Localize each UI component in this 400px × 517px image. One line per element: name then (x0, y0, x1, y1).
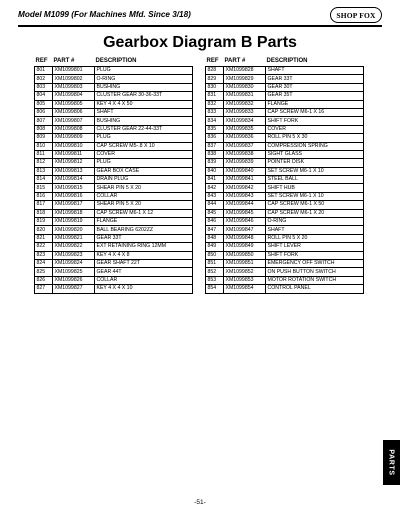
part-number-cell: XM1099848 (224, 234, 266, 242)
ref-cell: 825 (35, 268, 53, 276)
part-number-cell: XM1099840 (224, 167, 266, 175)
description-cell: KEY 4 X 4 X 8 (95, 251, 193, 259)
description-cell: STEEL BALL (266, 176, 364, 184)
table-row (35, 243, 193, 251)
table-header-row (206, 56, 364, 67)
part-number-cell: XM1099807 (53, 117, 95, 125)
description-cell: O-RING (266, 218, 364, 226)
part-number-cell: XM1099831 (224, 92, 266, 100)
table-row (206, 134, 364, 142)
description-cell: SET SCREW M6-1 X 10 (266, 192, 364, 200)
table-row (35, 117, 193, 125)
part-number-cell: XM1099808 (53, 125, 95, 133)
part-number-cell: XM1099828 (224, 67, 266, 75)
ref-cell: 837 (206, 142, 224, 150)
description-cell: CAP SCREW M6-1 X 50 (266, 201, 364, 209)
part-number-cell: XM1099854 (224, 285, 266, 293)
table-row (206, 201, 364, 209)
part-number-cell: XM1099847 (224, 226, 266, 234)
table-row (35, 268, 193, 276)
table-row (35, 125, 193, 133)
part-number-cell: XM1099833 (224, 108, 266, 116)
part-number-cell: XM1099849 (224, 243, 266, 251)
table-row (206, 75, 364, 83)
column-header-ref: REF (35, 57, 48, 64)
table-row (206, 259, 364, 267)
ref-cell: 846 (206, 218, 224, 226)
part-number-cell: XM1099814 (53, 176, 95, 184)
table-row (206, 209, 364, 217)
description-cell: ON PUSH BUTTON SWITCH (266, 268, 364, 276)
part-number-cell: XM1099815 (53, 184, 95, 192)
description-cell: GEAR BOX CASE (95, 167, 193, 175)
table-row (35, 92, 193, 100)
table-row (206, 285, 364, 293)
description-cell: DRAIN PLUG (95, 176, 193, 184)
description-cell: KEY 4 X 4 X 10 (95, 285, 193, 293)
table-row (206, 226, 364, 234)
parts-section-tab (383, 440, 400, 485)
description-cell: CAP SCREW M6-1 X 12 (95, 209, 193, 217)
table-row (206, 251, 364, 259)
ref-cell: 801 (35, 67, 53, 75)
ref-cell: 836 (206, 134, 224, 142)
part-number-cell: XM1099804 (53, 92, 95, 100)
ref-cell: 833 (206, 108, 224, 116)
ref-cell: 811 (35, 150, 53, 158)
ref-cell: 830 (206, 83, 224, 91)
table-row (35, 226, 193, 234)
part-number-cell: XM1099805 (53, 100, 95, 108)
ref-cell: 808 (35, 125, 53, 133)
table-row (206, 125, 364, 133)
ref-cell: 822 (35, 243, 53, 251)
ref-cell: 834 (206, 117, 224, 125)
part-number-cell: XM1099832 (224, 100, 266, 108)
parts-table-left (34, 56, 193, 294)
ref-cell: 812 (35, 159, 53, 167)
ref-cell: 839 (206, 159, 224, 167)
part-number-cell: XM1099811 (53, 150, 95, 158)
description-cell: GEAR 33T (95, 234, 193, 242)
description-cell: BALL BEARING 6202ZZ (95, 226, 193, 234)
description-cell: SHEAR PIN 5 X 20 (95, 184, 193, 192)
part-number-cell: XM1099803 (53, 83, 95, 91)
part-number-cell: XM1099830 (224, 83, 266, 91)
table-row (35, 184, 193, 192)
table-row (206, 83, 364, 91)
part-number-cell: XM1099824 (53, 259, 95, 267)
ref-cell: 810 (35, 142, 53, 150)
table-row (35, 108, 193, 116)
description-cell: PLUG (95, 159, 193, 167)
description-cell: GEAR 30T (266, 83, 364, 91)
part-number-cell: XM1099806 (53, 108, 95, 116)
part-number-cell: XM1099823 (53, 251, 95, 259)
description-cell: POINTER DISK (266, 159, 364, 167)
description-cell: CAP SCREW M6-1 X 20 (266, 209, 364, 217)
description-cell: SIGHT GLASS (266, 150, 364, 158)
part-number-cell: XM1099836 (224, 134, 266, 142)
ref-cell: 843 (206, 192, 224, 200)
ref-cell: 831 (206, 92, 224, 100)
ref-cell: 824 (35, 259, 53, 267)
table-row (35, 176, 193, 184)
description-cell: O-RING (95, 75, 193, 83)
part-number-cell: XM1099817 (53, 201, 95, 209)
ref-cell: 841 (206, 176, 224, 184)
part-number-cell: XM1099838 (224, 150, 266, 158)
description-cell: FLANGE (95, 218, 193, 226)
table-row (35, 218, 193, 226)
description-cell: BUSHING (95, 83, 193, 91)
ref-cell: 853 (206, 276, 224, 284)
table-row (35, 285, 193, 293)
table-row (35, 142, 193, 150)
ref-cell: 850 (206, 251, 224, 259)
column-header-ref: REF (206, 57, 219, 64)
table-row (206, 150, 364, 158)
page-title: Gearbox Diagram B Parts (103, 34, 297, 51)
description-cell: GEAR 44T (95, 268, 193, 276)
part-number-cell: XM1099825 (53, 268, 95, 276)
part-number-cell: XM1099812 (53, 159, 95, 167)
description-cell: BUSHING (95, 117, 193, 125)
ref-cell: 806 (35, 108, 53, 116)
description-cell: COLLAR (95, 276, 193, 284)
table-header-row (35, 56, 193, 67)
table-row (206, 142, 364, 150)
table-row (35, 150, 193, 158)
ref-cell: 845 (206, 209, 224, 217)
table-row (35, 167, 193, 175)
part-number-cell: XM1099842 (224, 184, 266, 192)
ref-cell: 803 (35, 83, 53, 91)
ref-cell: 828 (206, 67, 224, 75)
part-number-cell: XM1099829 (224, 75, 266, 83)
part-number-cell: XM1099839 (224, 159, 266, 167)
table-row (206, 159, 364, 167)
part-number-cell: XM1099843 (224, 192, 266, 200)
part-number-cell: XM1099818 (53, 209, 95, 217)
table-row (206, 92, 364, 100)
part-number-cell: XM1099813 (53, 167, 95, 175)
table-row (35, 234, 193, 242)
part-number-cell: XM1099810 (53, 142, 95, 150)
part-number-cell: XM1099801 (53, 67, 95, 75)
description-cell: MOTOR ROTATION SWITCH (266, 276, 364, 284)
column-header-description: DESCRIPTION (95, 57, 137, 64)
ref-cell: 844 (206, 201, 224, 209)
part-number-cell: XM1099851 (224, 259, 266, 267)
part-number-cell: XM1099809 (53, 134, 95, 142)
part-number-cell: XM1099837 (224, 142, 266, 150)
table-row (206, 108, 364, 116)
table-row (35, 259, 193, 267)
table-row (35, 159, 193, 167)
description-cell: PLUG (95, 134, 193, 142)
ref-cell: 851 (206, 259, 224, 267)
description-cell: SHAFT (95, 108, 193, 116)
column-header-part: PART # (53, 57, 75, 64)
table-row (206, 218, 364, 226)
description-cell: COVER (266, 125, 364, 133)
ref-cell: 849 (206, 243, 224, 251)
ref-cell: 813 (35, 167, 53, 175)
description-cell: CLUSTER GEAR 30-36-33T (95, 92, 193, 100)
table-row (35, 100, 193, 108)
table-row (35, 276, 193, 284)
description-cell: GEAR 35T (266, 92, 364, 100)
part-number-cell: XM1099819 (53, 218, 95, 226)
table-row (206, 167, 364, 175)
description-cell: GEAR 33T (266, 75, 364, 83)
table-row (35, 83, 193, 91)
description-cell: FLANGE (266, 100, 364, 108)
description-cell: COLLAR (95, 192, 193, 200)
part-number-cell: XM1099827 (53, 285, 95, 293)
ref-cell: 807 (35, 117, 53, 125)
ref-cell: 854 (206, 285, 224, 293)
table-row (35, 201, 193, 209)
description-cell: SHEAR PIN 5 X 20 (95, 201, 193, 209)
ref-cell: 842 (206, 184, 224, 192)
ref-cell: 832 (206, 100, 224, 108)
description-cell: KEY 4 X 4 X 50 (95, 100, 193, 108)
description-cell: EXT RETAINING RING 12MM (95, 243, 193, 251)
column-header-part: PART # (224, 57, 246, 64)
description-cell: ROLL PIN 5 X 20 (266, 234, 364, 242)
part-number-cell: XM1099844 (224, 201, 266, 209)
part-number-cell: XM1099852 (224, 268, 266, 276)
part-number-cell: XM1099816 (53, 192, 95, 200)
ref-cell: 840 (206, 167, 224, 175)
description-cell: CLUSTER GEAR 22-44-33T (95, 125, 193, 133)
part-number-cell: XM1099820 (53, 226, 95, 234)
description-cell: SET SCREW M6-1 X 10 (266, 167, 364, 175)
table-row (35, 192, 193, 200)
description-cell: SHIFT FORK (266, 117, 364, 125)
table-row (206, 192, 364, 200)
description-cell: SHIFT FORK (266, 251, 364, 259)
part-number-cell: XM1099802 (53, 75, 95, 83)
description-cell: EMERGENCY OFF SWITCH (266, 259, 364, 267)
table-row (206, 176, 364, 184)
ref-cell: 802 (35, 75, 53, 83)
description-cell: SHIFT LEVER (266, 243, 364, 251)
description-cell: CONTROL PANEL (266, 285, 364, 293)
ref-cell: 819 (35, 218, 53, 226)
table-row (35, 134, 193, 142)
part-number-cell: XM1099826 (53, 276, 95, 284)
table-row (206, 117, 364, 125)
description-cell: SHAFT (266, 226, 364, 234)
part-number-cell: XM1099845 (224, 209, 266, 217)
description-cell: SHIFT HUB (266, 184, 364, 192)
page-number: -51- (194, 499, 206, 506)
description-cell: COMPRESSION SPRING (266, 142, 364, 150)
ref-cell: 817 (35, 201, 53, 209)
part-number-cell: XM1099841 (224, 176, 266, 184)
part-number-cell: XM1099846 (224, 218, 266, 226)
ref-cell: 815 (35, 184, 53, 192)
column-header-description: DESCRIPTION (266, 57, 308, 64)
logo-text: SHOP FOX (336, 10, 376, 20)
description-cell: PLUG (95, 67, 193, 75)
side-tab-label: PARTS (388, 449, 395, 476)
part-number-cell: XM1099821 (53, 234, 95, 242)
ref-cell: 814 (35, 176, 53, 184)
part-number-cell: XM1099834 (224, 117, 266, 125)
page-header (18, 8, 382, 27)
table-row (35, 251, 193, 259)
ref-cell: 804 (35, 92, 53, 100)
ref-cell: 826 (35, 276, 53, 284)
ref-cell: 835 (206, 125, 224, 133)
description-cell: ROLL PIN 5 X 30 (266, 134, 364, 142)
part-number-cell: XM1099822 (53, 243, 95, 251)
table-row (35, 75, 193, 83)
description-cell: SHAFT (266, 67, 364, 75)
description-cell: CAP SCREW M5-.8 X 10 (95, 142, 193, 150)
ref-cell: 823 (35, 251, 53, 259)
part-number-cell: XM1099850 (224, 251, 266, 259)
table-row (206, 268, 364, 276)
table-row (206, 243, 364, 251)
description-cell: COVER (95, 150, 193, 158)
ref-cell: 805 (35, 100, 53, 108)
shop-fox-logo (330, 7, 382, 23)
description-cell: GEAR SHAFT 22T (95, 259, 193, 267)
table-row (206, 276, 364, 284)
table-row (206, 67, 364, 75)
ref-cell: 821 (35, 234, 53, 242)
table-row (206, 100, 364, 108)
ref-cell: 809 (35, 134, 53, 142)
ref-cell: 816 (35, 192, 53, 200)
part-number-cell: XM1099853 (224, 276, 266, 284)
description-cell: CAP SCREW M6-1 X 16 (266, 108, 364, 116)
ref-cell: 818 (35, 209, 53, 217)
part-number-cell: XM1099835 (224, 125, 266, 133)
model-line: Model M1099 (For Machines Mfd. Since 3/18) (18, 10, 191, 19)
ref-cell: 838 (206, 150, 224, 158)
parts-table-right (205, 56, 364, 294)
ref-cell: 848 (206, 234, 224, 242)
ref-cell: 847 (206, 226, 224, 234)
table-row (206, 184, 364, 192)
ref-cell: 820 (35, 226, 53, 234)
table-row (35, 209, 193, 217)
ref-cell: 852 (206, 268, 224, 276)
ref-cell: 827 (35, 285, 53, 293)
table-row (206, 234, 364, 242)
ref-cell: 829 (206, 75, 224, 83)
table-row (35, 67, 193, 75)
